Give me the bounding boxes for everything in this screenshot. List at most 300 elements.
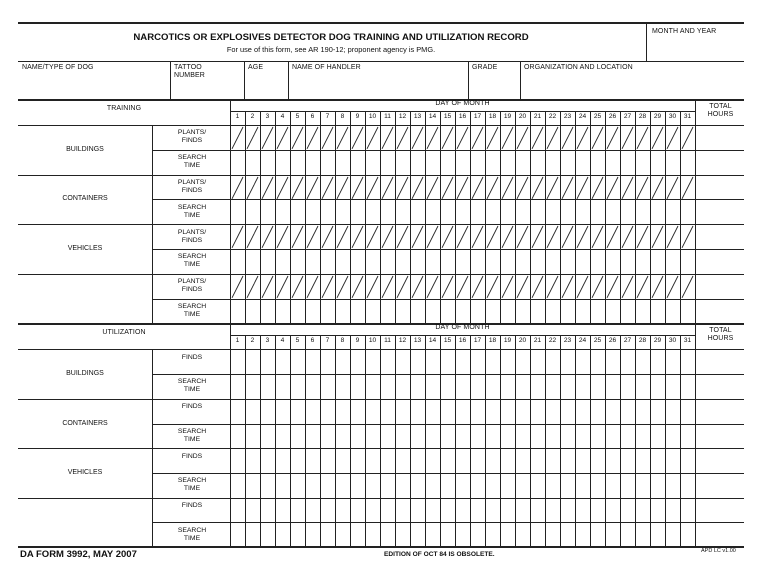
total-hours-cell[interactable] xyxy=(696,474,744,498)
day-cell[interactable] xyxy=(351,275,365,299)
day-cell[interactable] xyxy=(591,250,605,274)
day-cell[interactable] xyxy=(636,400,650,424)
day-cell[interactable] xyxy=(546,499,560,523)
day-cell[interactable] xyxy=(276,151,290,175)
day-cell[interactable] xyxy=(261,200,275,224)
day-cell[interactable] xyxy=(351,449,365,473)
total-hours-cell[interactable] xyxy=(696,523,744,547)
day-cell[interactable] xyxy=(486,474,500,498)
day-cell[interactable] xyxy=(306,300,320,324)
total-hours-cell[interactable] xyxy=(696,300,744,324)
day-cell[interactable] xyxy=(591,425,605,449)
day-cell[interactable] xyxy=(276,225,290,249)
day-cell[interactable] xyxy=(516,425,530,449)
day-cell[interactable] xyxy=(426,300,440,324)
day-cell[interactable] xyxy=(471,250,485,274)
day-cell[interactable] xyxy=(261,300,275,324)
day-cell[interactable] xyxy=(666,300,680,324)
day-cell[interactable] xyxy=(561,400,575,424)
day-cell[interactable] xyxy=(321,126,335,150)
day-cell[interactable] xyxy=(306,275,320,299)
day-cell[interactable] xyxy=(426,350,440,374)
day-cell[interactable] xyxy=(441,375,455,399)
day-cell[interactable] xyxy=(291,126,305,150)
day-cell[interactable] xyxy=(261,151,275,175)
day-cell[interactable] xyxy=(261,126,275,150)
day-cell[interactable] xyxy=(276,375,290,399)
day-cell[interactable] xyxy=(411,523,425,547)
day-cell[interactable] xyxy=(501,523,515,547)
day-cell[interactable] xyxy=(471,375,485,399)
day-cell[interactable] xyxy=(561,250,575,274)
day-cell[interactable] xyxy=(591,474,605,498)
day-cell[interactable] xyxy=(246,200,260,224)
day-cell[interactable] xyxy=(381,126,395,150)
day-cell[interactable] xyxy=(666,126,680,150)
day-cell[interactable] xyxy=(321,400,335,424)
day-cell[interactable] xyxy=(366,425,380,449)
day-cell[interactable] xyxy=(396,250,410,274)
day-cell[interactable] xyxy=(366,126,380,150)
day-cell[interactable] xyxy=(621,375,635,399)
day-cell[interactable] xyxy=(321,200,335,224)
day-cell[interactable] xyxy=(681,523,695,547)
day-cell[interactable] xyxy=(381,350,395,374)
day-cell[interactable] xyxy=(621,449,635,473)
day-cell[interactable] xyxy=(231,225,245,249)
day-cell[interactable] xyxy=(276,350,290,374)
day-cell[interactable] xyxy=(426,400,440,424)
day-cell[interactable] xyxy=(321,300,335,324)
day-cell[interactable] xyxy=(606,176,620,200)
day-cell[interactable] xyxy=(441,300,455,324)
day-cell[interactable] xyxy=(441,499,455,523)
day-cell[interactable] xyxy=(501,200,515,224)
day-cell[interactable] xyxy=(486,200,500,224)
day-cell[interactable] xyxy=(411,176,425,200)
day-cell[interactable] xyxy=(681,400,695,424)
day-cell[interactable] xyxy=(291,300,305,324)
day-cell[interactable] xyxy=(426,200,440,224)
day-cell[interactable] xyxy=(606,400,620,424)
day-cell[interactable] xyxy=(456,126,470,150)
day-cell[interactable] xyxy=(426,250,440,274)
day-cell[interactable] xyxy=(426,375,440,399)
day-cell[interactable] xyxy=(561,449,575,473)
day-cell[interactable] xyxy=(606,225,620,249)
day-cell[interactable] xyxy=(591,400,605,424)
day-cell[interactable] xyxy=(426,449,440,473)
day-cell[interactable] xyxy=(471,425,485,449)
day-cell[interactable] xyxy=(501,225,515,249)
day-cell[interactable] xyxy=(291,350,305,374)
day-cell[interactable] xyxy=(681,250,695,274)
grade-field[interactable]: GRADE xyxy=(472,64,498,71)
day-cell[interactable] xyxy=(621,425,635,449)
day-cell[interactable] xyxy=(336,126,350,150)
day-cell[interactable] xyxy=(591,225,605,249)
day-cell[interactable] xyxy=(441,400,455,424)
day-cell[interactable] xyxy=(546,523,560,547)
day-cell[interactable] xyxy=(546,126,560,150)
day-cell[interactable] xyxy=(336,176,350,200)
day-cell[interactable] xyxy=(651,350,665,374)
day-cell[interactable] xyxy=(276,250,290,274)
day-cell[interactable] xyxy=(306,523,320,547)
day-cell[interactable] xyxy=(666,375,680,399)
day-cell[interactable] xyxy=(681,275,695,299)
day-cell[interactable] xyxy=(651,176,665,200)
day-cell[interactable] xyxy=(591,523,605,547)
day-cell[interactable] xyxy=(351,523,365,547)
day-cell[interactable] xyxy=(591,151,605,175)
day-cell[interactable] xyxy=(561,126,575,150)
day-cell[interactable] xyxy=(666,225,680,249)
day-cell[interactable] xyxy=(576,225,590,249)
day-cell[interactable] xyxy=(516,523,530,547)
day-cell[interactable] xyxy=(321,350,335,374)
day-cell[interactable] xyxy=(366,375,380,399)
day-cell[interactable] xyxy=(396,400,410,424)
day-cell[interactable] xyxy=(381,474,395,498)
day-cell[interactable] xyxy=(276,499,290,523)
day-cell[interactable] xyxy=(651,400,665,424)
day-cell[interactable] xyxy=(681,449,695,473)
day-cell[interactable] xyxy=(576,375,590,399)
day-cell[interactable] xyxy=(561,474,575,498)
day-cell[interactable] xyxy=(681,126,695,150)
day-cell[interactable] xyxy=(441,425,455,449)
organization-location-field[interactable]: ORGANIZATION AND LOCATION xyxy=(524,64,633,71)
day-cell[interactable] xyxy=(621,499,635,523)
day-cell[interactable] xyxy=(606,200,620,224)
day-cell[interactable] xyxy=(366,151,380,175)
day-cell[interactable] xyxy=(231,523,245,547)
day-cell[interactable] xyxy=(486,449,500,473)
day-cell[interactable] xyxy=(501,250,515,274)
day-cell[interactable] xyxy=(561,225,575,249)
day-cell[interactable] xyxy=(576,126,590,150)
day-cell[interactable] xyxy=(546,200,560,224)
day-cell[interactable] xyxy=(486,151,500,175)
day-cell[interactable] xyxy=(351,176,365,200)
day-cell[interactable] xyxy=(366,300,380,324)
day-cell[interactable] xyxy=(651,425,665,449)
day-cell[interactable] xyxy=(366,275,380,299)
day-cell[interactable] xyxy=(261,176,275,200)
day-cell[interactable] xyxy=(516,225,530,249)
day-cell[interactable] xyxy=(516,151,530,175)
day-cell[interactable] xyxy=(306,126,320,150)
day-cell[interactable] xyxy=(471,176,485,200)
day-cell[interactable] xyxy=(531,275,545,299)
day-cell[interactable] xyxy=(606,499,620,523)
day-cell[interactable] xyxy=(516,126,530,150)
day-cell[interactable] xyxy=(456,523,470,547)
day-cell[interactable] xyxy=(441,474,455,498)
day-cell[interactable] xyxy=(231,474,245,498)
day-cell[interactable] xyxy=(681,474,695,498)
day-cell[interactable] xyxy=(396,225,410,249)
total-hours-cell[interactable] xyxy=(696,126,744,150)
day-cell[interactable] xyxy=(276,275,290,299)
day-cell[interactable] xyxy=(636,499,650,523)
day-cell[interactable] xyxy=(621,350,635,374)
day-cell[interactable] xyxy=(411,425,425,449)
day-cell[interactable] xyxy=(426,425,440,449)
day-cell[interactable] xyxy=(231,275,245,299)
day-cell[interactable] xyxy=(246,350,260,374)
day-cell[interactable] xyxy=(396,425,410,449)
day-cell[interactable] xyxy=(336,523,350,547)
day-cell[interactable] xyxy=(351,300,365,324)
day-cell[interactable] xyxy=(366,350,380,374)
day-cell[interactable] xyxy=(636,350,650,374)
day-cell[interactable] xyxy=(366,200,380,224)
day-cell[interactable] xyxy=(666,449,680,473)
day-cell[interactable] xyxy=(336,474,350,498)
day-cell[interactable] xyxy=(531,250,545,274)
total-hours-cell[interactable] xyxy=(696,225,744,249)
day-cell[interactable] xyxy=(666,250,680,274)
day-cell[interactable] xyxy=(666,425,680,449)
day-cell[interactable] xyxy=(471,474,485,498)
total-hours-cell[interactable] xyxy=(696,499,744,523)
day-cell[interactable] xyxy=(486,176,500,200)
day-cell[interactable] xyxy=(381,523,395,547)
day-cell[interactable] xyxy=(321,523,335,547)
day-cell[interactable] xyxy=(456,176,470,200)
day-cell[interactable] xyxy=(441,250,455,274)
day-cell[interactable] xyxy=(546,275,560,299)
day-cell[interactable] xyxy=(621,200,635,224)
total-hours-cell[interactable] xyxy=(696,375,744,399)
day-cell[interactable] xyxy=(231,151,245,175)
day-cell[interactable] xyxy=(426,225,440,249)
day-cell[interactable] xyxy=(321,250,335,274)
day-cell[interactable] xyxy=(231,400,245,424)
day-cell[interactable] xyxy=(306,425,320,449)
day-cell[interactable] xyxy=(246,375,260,399)
day-cell[interactable] xyxy=(606,449,620,473)
day-cell[interactable] xyxy=(651,225,665,249)
day-cell[interactable] xyxy=(531,176,545,200)
day-cell[interactable] xyxy=(246,523,260,547)
day-cell[interactable] xyxy=(576,523,590,547)
day-cell[interactable] xyxy=(441,200,455,224)
day-cell[interactable] xyxy=(456,350,470,374)
day-cell[interactable] xyxy=(381,200,395,224)
day-cell[interactable] xyxy=(441,126,455,150)
day-cell[interactable] xyxy=(501,176,515,200)
day-cell[interactable] xyxy=(291,449,305,473)
day-cell[interactable] xyxy=(366,474,380,498)
day-cell[interactable] xyxy=(351,151,365,175)
day-cell[interactable] xyxy=(246,449,260,473)
day-cell[interactable] xyxy=(306,499,320,523)
day-cell[interactable] xyxy=(486,350,500,374)
day-cell[interactable] xyxy=(651,126,665,150)
day-cell[interactable] xyxy=(321,176,335,200)
day-cell[interactable] xyxy=(666,350,680,374)
day-cell[interactable] xyxy=(321,375,335,399)
day-cell[interactable] xyxy=(486,400,500,424)
day-cell[interactable] xyxy=(291,425,305,449)
day-cell[interactable] xyxy=(366,225,380,249)
day-cell[interactable] xyxy=(471,300,485,324)
day-cell[interactable] xyxy=(486,499,500,523)
total-hours-cell[interactable] xyxy=(696,176,744,200)
day-cell[interactable] xyxy=(306,176,320,200)
day-cell[interactable] xyxy=(276,474,290,498)
day-cell[interactable] xyxy=(246,474,260,498)
total-hours-cell[interactable] xyxy=(696,350,744,374)
day-cell[interactable] xyxy=(261,375,275,399)
day-cell[interactable] xyxy=(561,200,575,224)
day-cell[interactable] xyxy=(636,225,650,249)
day-cell[interactable] xyxy=(636,300,650,324)
day-cell[interactable] xyxy=(516,300,530,324)
day-cell[interactable] xyxy=(501,375,515,399)
day-cell[interactable] xyxy=(306,250,320,274)
day-cell[interactable] xyxy=(456,375,470,399)
day-cell[interactable] xyxy=(666,151,680,175)
day-cell[interactable] xyxy=(666,523,680,547)
day-cell[interactable] xyxy=(351,499,365,523)
day-cell[interactable] xyxy=(231,176,245,200)
day-cell[interactable] xyxy=(456,499,470,523)
day-cell[interactable] xyxy=(561,176,575,200)
day-cell[interactable] xyxy=(426,151,440,175)
day-cell[interactable] xyxy=(381,449,395,473)
day-cell[interactable] xyxy=(651,499,665,523)
day-cell[interactable] xyxy=(381,499,395,523)
day-cell[interactable] xyxy=(621,151,635,175)
day-cell[interactable] xyxy=(396,474,410,498)
day-cell[interactable] xyxy=(606,250,620,274)
day-cell[interactable] xyxy=(411,225,425,249)
day-cell[interactable] xyxy=(681,200,695,224)
day-cell[interactable] xyxy=(546,300,560,324)
day-cell[interactable] xyxy=(546,449,560,473)
total-hours-cell[interactable] xyxy=(696,151,744,175)
day-cell[interactable] xyxy=(576,350,590,374)
day-cell[interactable] xyxy=(411,499,425,523)
day-cell[interactable] xyxy=(651,300,665,324)
day-cell[interactable] xyxy=(516,176,530,200)
day-cell[interactable] xyxy=(576,250,590,274)
total-hours-cell[interactable] xyxy=(696,250,744,274)
day-cell[interactable] xyxy=(276,176,290,200)
total-hours-cell[interactable] xyxy=(696,275,744,299)
day-cell[interactable] xyxy=(231,300,245,324)
day-cell[interactable] xyxy=(306,474,320,498)
day-cell[interactable] xyxy=(591,126,605,150)
day-cell[interactable] xyxy=(441,151,455,175)
day-cell[interactable] xyxy=(666,400,680,424)
day-cell[interactable] xyxy=(606,350,620,374)
day-cell[interactable] xyxy=(276,200,290,224)
day-cell[interactable] xyxy=(291,275,305,299)
day-cell[interactable] xyxy=(381,225,395,249)
day-cell[interactable] xyxy=(426,275,440,299)
day-cell[interactable] xyxy=(531,523,545,547)
day-cell[interactable] xyxy=(396,200,410,224)
day-cell[interactable] xyxy=(651,474,665,498)
day-cell[interactable] xyxy=(501,425,515,449)
day-cell[interactable] xyxy=(516,250,530,274)
day-cell[interactable] xyxy=(246,225,260,249)
day-cell[interactable] xyxy=(396,375,410,399)
day-cell[interactable] xyxy=(561,275,575,299)
day-cell[interactable] xyxy=(306,375,320,399)
day-cell[interactable] xyxy=(636,425,650,449)
day-cell[interactable] xyxy=(291,474,305,498)
day-cell[interactable] xyxy=(441,350,455,374)
day-cell[interactable] xyxy=(291,375,305,399)
day-cell[interactable] xyxy=(516,400,530,424)
day-cell[interactable] xyxy=(486,523,500,547)
day-cell[interactable] xyxy=(306,151,320,175)
day-cell[interactable] xyxy=(576,499,590,523)
day-cell[interactable] xyxy=(276,400,290,424)
day-cell[interactable] xyxy=(411,200,425,224)
day-cell[interactable] xyxy=(321,425,335,449)
day-cell[interactable] xyxy=(531,474,545,498)
day-cell[interactable] xyxy=(516,375,530,399)
day-cell[interactable] xyxy=(351,425,365,449)
day-cell[interactable] xyxy=(246,499,260,523)
day-cell[interactable] xyxy=(501,275,515,299)
day-cell[interactable] xyxy=(681,425,695,449)
day-cell[interactable] xyxy=(336,275,350,299)
day-cell[interactable] xyxy=(291,250,305,274)
day-cell[interactable] xyxy=(651,200,665,224)
day-cell[interactable] xyxy=(501,474,515,498)
day-cell[interactable] xyxy=(321,474,335,498)
day-cell[interactable] xyxy=(321,449,335,473)
day-cell[interactable] xyxy=(531,449,545,473)
day-cell[interactable] xyxy=(366,449,380,473)
day-cell[interactable] xyxy=(441,449,455,473)
day-cell[interactable] xyxy=(411,300,425,324)
day-cell[interactable] xyxy=(546,375,560,399)
total-hours-cell[interactable] xyxy=(696,200,744,224)
day-cell[interactable] xyxy=(471,225,485,249)
day-cell[interactable] xyxy=(591,275,605,299)
day-cell[interactable] xyxy=(531,225,545,249)
day-cell[interactable] xyxy=(321,499,335,523)
day-cell[interactable] xyxy=(621,400,635,424)
day-cell[interactable] xyxy=(291,400,305,424)
day-cell[interactable] xyxy=(381,151,395,175)
day-cell[interactable] xyxy=(246,126,260,150)
day-cell[interactable] xyxy=(546,225,560,249)
day-cell[interactable] xyxy=(396,176,410,200)
day-cell[interactable] xyxy=(276,300,290,324)
day-cell[interactable] xyxy=(246,425,260,449)
day-cell[interactable] xyxy=(636,275,650,299)
day-cell[interactable] xyxy=(396,151,410,175)
day-cell[interactable] xyxy=(651,151,665,175)
day-cell[interactable] xyxy=(231,425,245,449)
day-cell[interactable] xyxy=(456,425,470,449)
day-cell[interactable] xyxy=(231,499,245,523)
day-cell[interactable] xyxy=(336,350,350,374)
day-cell[interactable] xyxy=(486,425,500,449)
day-cell[interactable] xyxy=(636,523,650,547)
day-cell[interactable] xyxy=(591,499,605,523)
